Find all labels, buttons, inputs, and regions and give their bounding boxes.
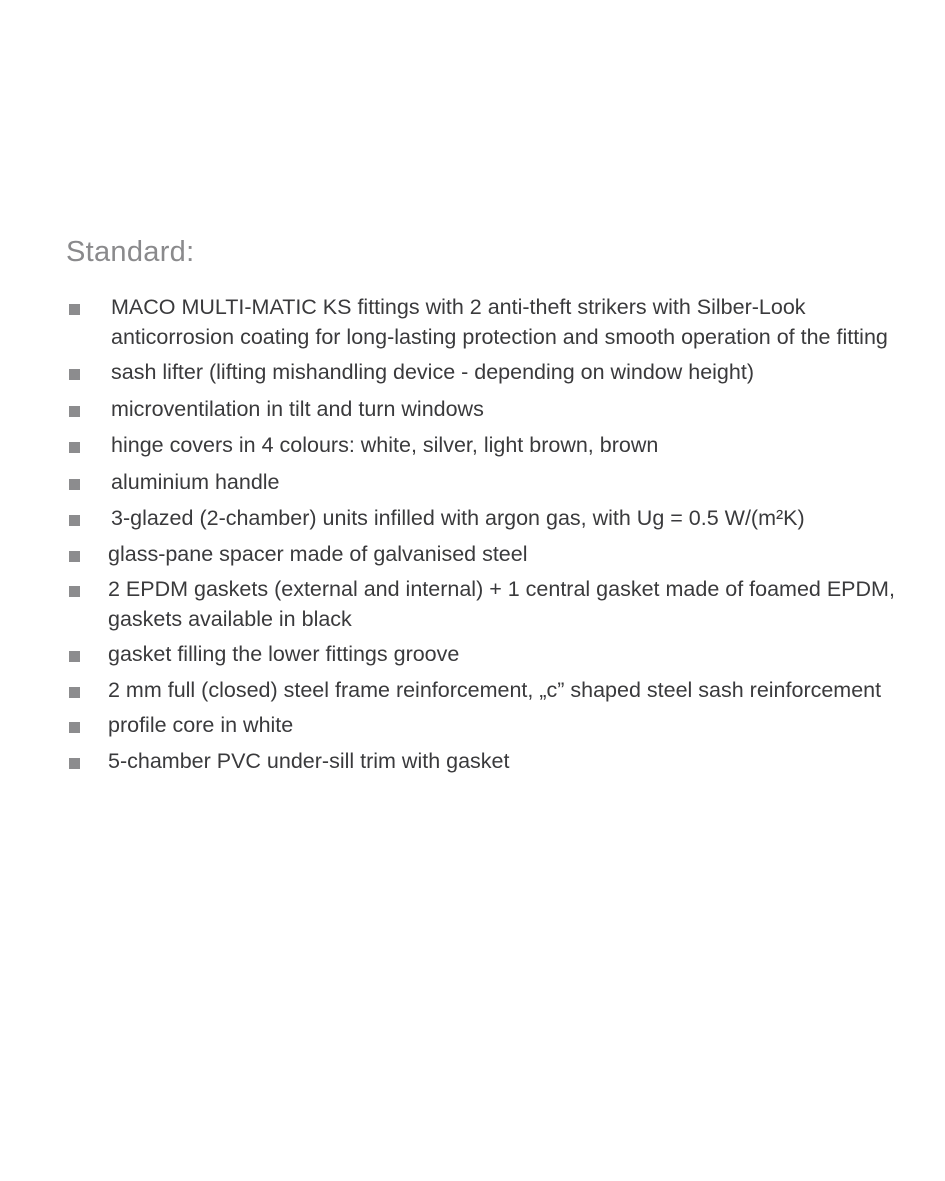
list-item-text: MACO MULTI-MATIC KS fittings with 2 anti-theft strikers with Silber-Look anticorrosion coating for long-lasting protection and smooth operation of the fitting — [111, 295, 888, 349]
square-bullet-icon — [69, 687, 80, 698]
list-item — [66, 747, 916, 777]
list-item-text: hinge covers in 4 colours: white, silver, light brown, brown — [111, 433, 659, 457]
square-bullet-icon — [69, 758, 80, 769]
square-bullet-icon — [69, 479, 80, 490]
list-item-text: profile core in white — [108, 713, 294, 737]
list-item-text: 2 mm full (closed) steel frame reinforcement, „c” shaped steel sash reinforcement — [108, 677, 882, 702]
list-item — [66, 640, 916, 670]
list-item-text: 2 EPDM gaskets (external and internal) + 1 central gasket made of foamed EPDM, gaskets available in black — [108, 577, 895, 631]
square-bullet-icon — [69, 406, 80, 417]
list-item — [66, 395, 916, 425]
square-bullet-icon — [69, 651, 80, 662]
list-item — [66, 468, 916, 498]
list-item — [66, 575, 916, 634]
section-heading: Standard: — [66, 236, 195, 268]
square-bullet-icon — [69, 551, 80, 562]
list-item — [66, 711, 916, 741]
list-item-text: glass-pane spacer made of galvanised steel — [108, 541, 528, 566]
list-item — [66, 504, 916, 534]
list-item — [66, 293, 916, 352]
list-item-text: aluminium handle — [111, 469, 280, 494]
list-item-text: 5-chamber PVC under-sill trim with gasket — [108, 748, 510, 773]
square-bullet-icon — [69, 442, 80, 453]
square-bullet-icon — [69, 304, 80, 315]
square-bullet-icon — [69, 515, 80, 526]
list-item-text: sash lifter (lifting mishandling device - depending on window height) — [111, 360, 754, 384]
standard-features-list — [66, 293, 916, 776]
list-item-text: microventilation in tilt and turn windows — [111, 396, 484, 421]
list-item — [66, 358, 916, 388]
list-item — [66, 676, 916, 706]
list-item — [66, 431, 916, 461]
square-bullet-icon — [69, 722, 80, 733]
list-item-text: gasket filling the lower fittings groove — [108, 642, 460, 666]
list-item — [66, 540, 916, 570]
square-bullet-icon — [69, 369, 80, 380]
list-item-text: 3-glazed (2-chamber) units infilled with argon gas, with Ug = 0.5 W/(m²K) — [111, 506, 805, 530]
square-bullet-icon — [69, 586, 80, 597]
